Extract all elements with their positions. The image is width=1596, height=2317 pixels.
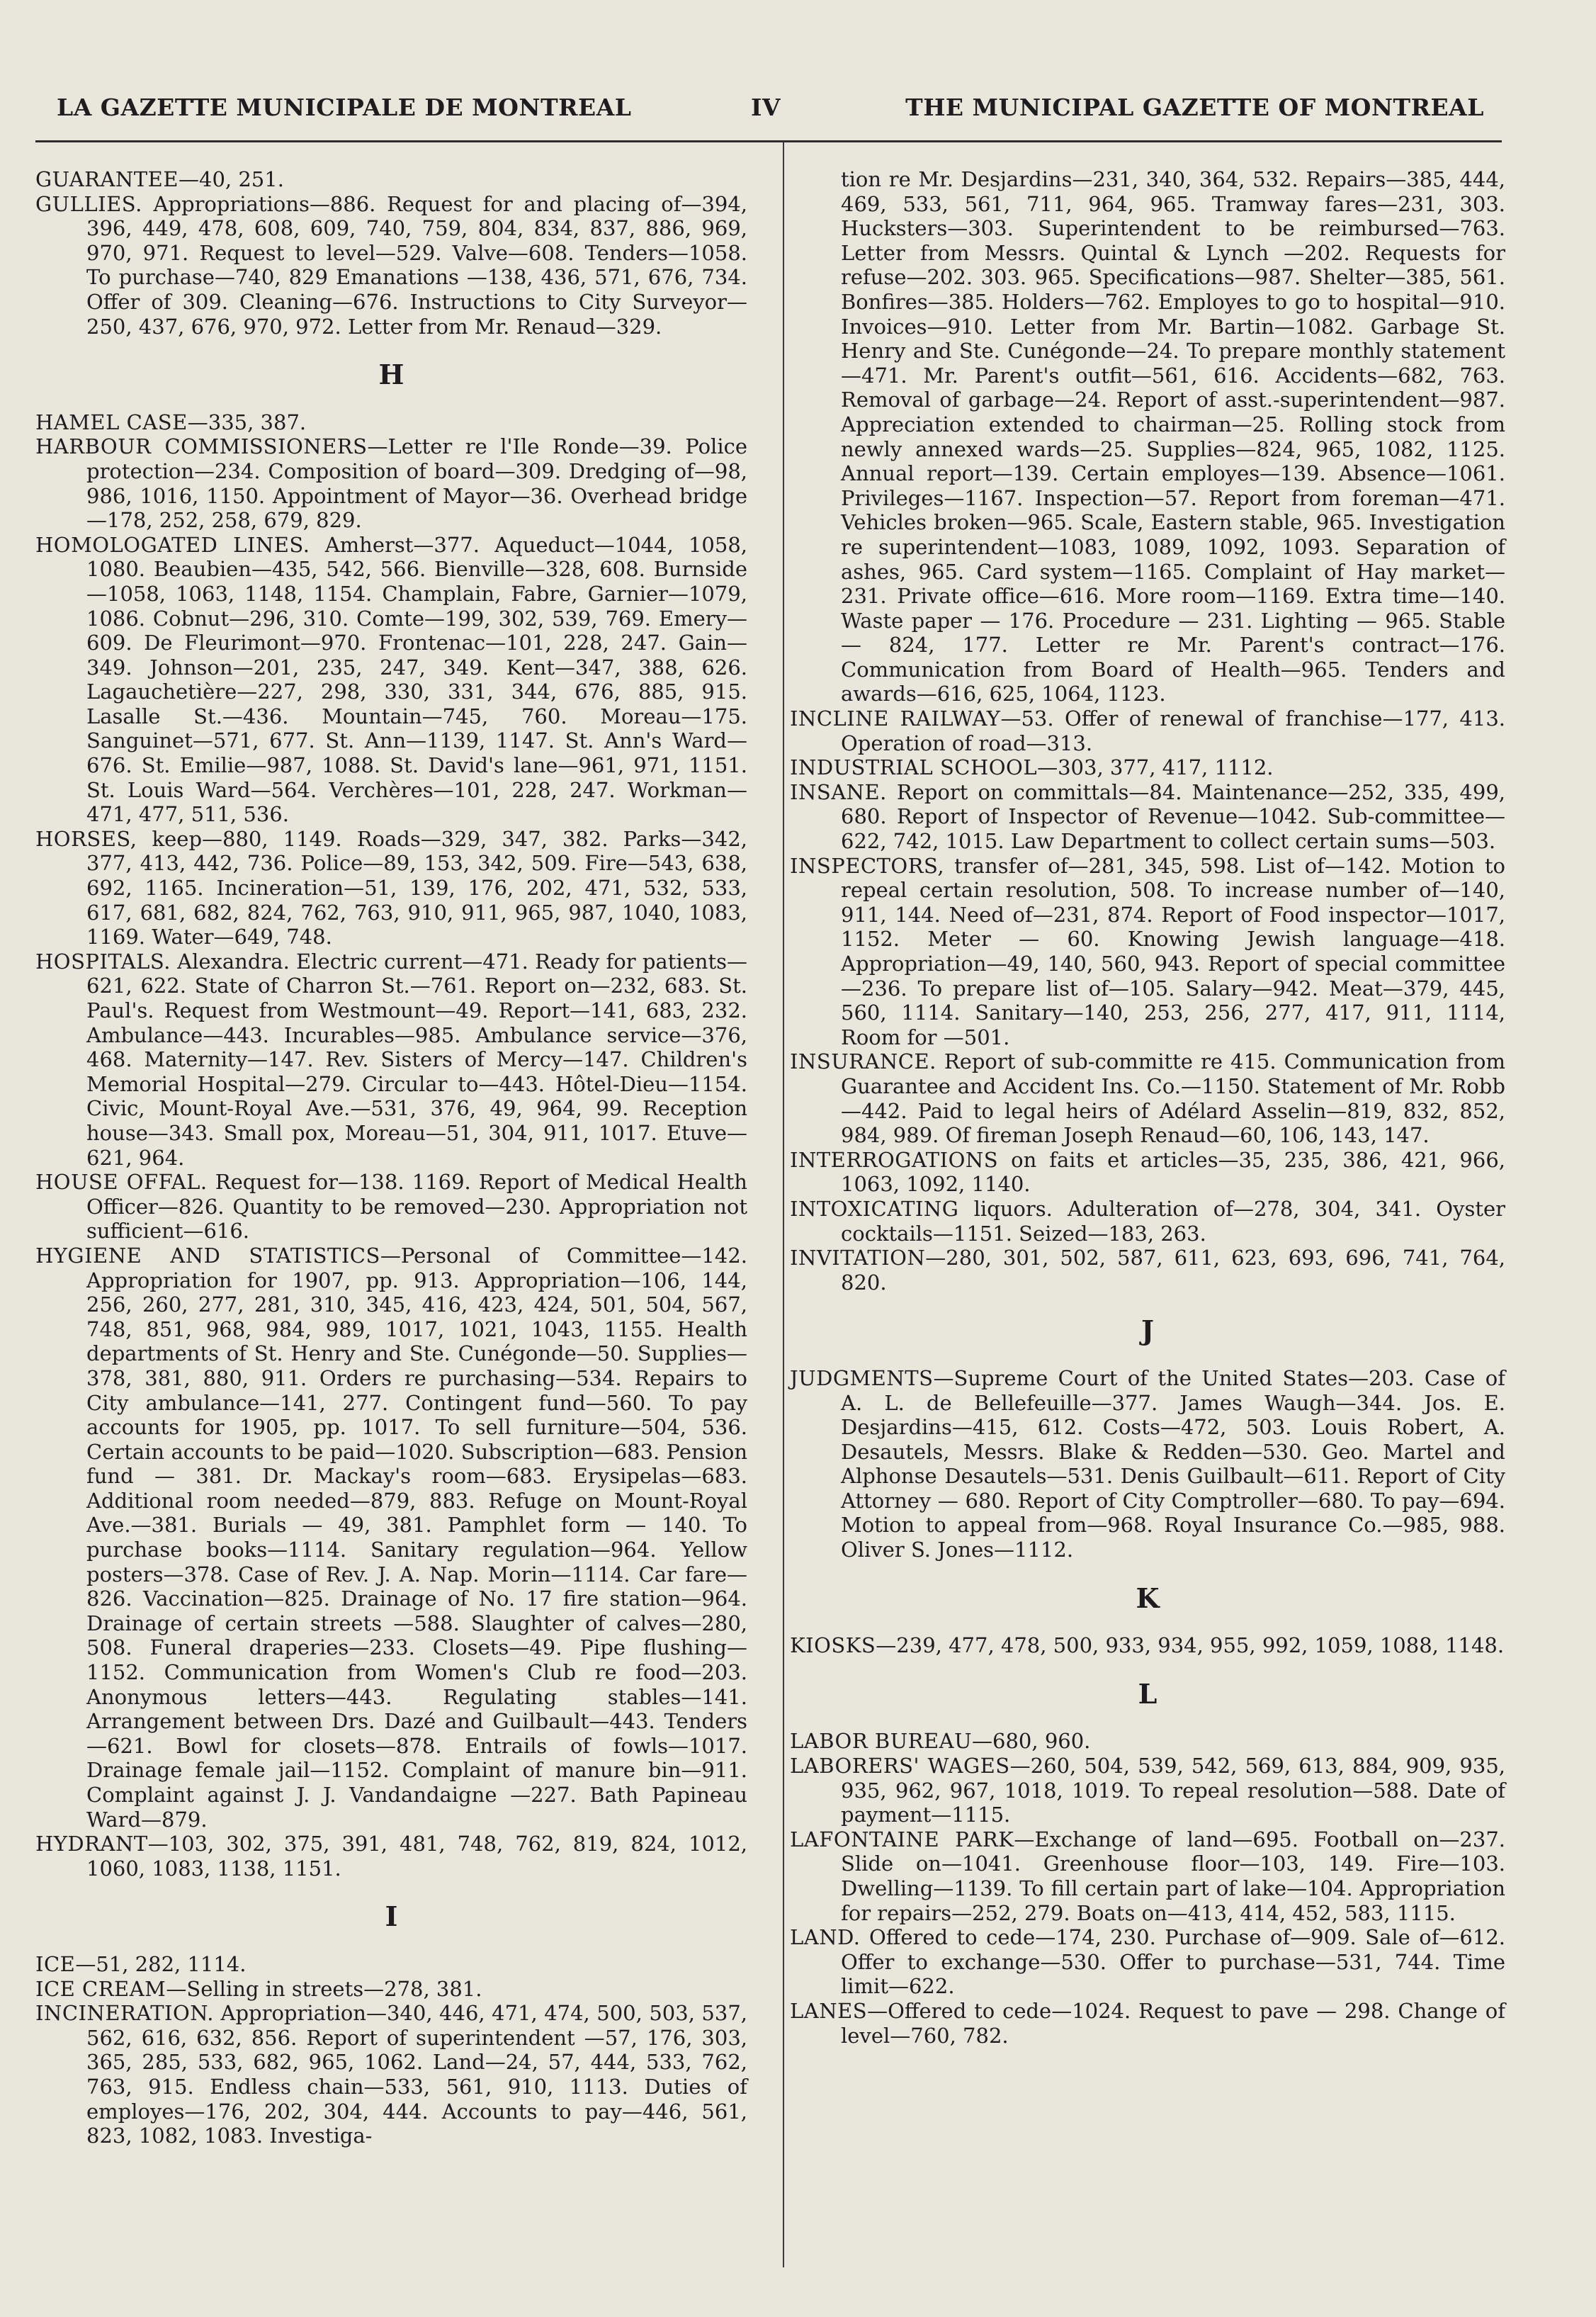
right-column bbox=[790, 167, 1505, 2048]
entry-text: —51, 282, 1114. bbox=[75, 1951, 247, 1976]
entry-heading: HYGIENE AND STATISTICS bbox=[35, 1243, 380, 1268]
index-entry bbox=[790, 1999, 1505, 2048]
index-entry bbox=[35, 167, 747, 192]
index-entry bbox=[35, 827, 747, 949]
entry-text: —Letter re l'Ile Ronde—39. Police protection—234. Composition of board—309. Dredging of—98, 986, 1016, 1150. Appointment of Mayor—36. Overhead bridge—178, 252, 258, 679, 829. bbox=[86, 434, 747, 533]
entry-heading: HOSPITALS. bbox=[35, 949, 171, 974]
entry-heading: HORSES, bbox=[35, 826, 137, 851]
entry-text: —335, 387. bbox=[187, 410, 307, 434]
index-entry bbox=[790, 755, 1505, 780]
index-entry bbox=[35, 1244, 747, 1832]
entry-text: tion re Mr. Desjardins—231, 340, 364, 532. Repairs—385, 444, 469, 533, 561, 711, 964, 965. Tramway fares—231, 303. Hucksters—303. Superintendent to be reimbursed—763. Letter from Messrs. Quintal & Lynch —202. Requests for refuse—202. 303. 965. Specifications—987. Shelter—385, 561. Bonfires—385. Holders—762. Employes to go to hospital—910. Invoices—910. Letter from Mr. Bartin—1082. Garbage St. Henry and Ste. Cunégonde—24. To prepare monthly statement—471. Mr. Parent's outfit—561, 616. Accidents—682, 763. Removal of garbage—24. Report of asst.-superintendent—987. Appreciation extended to chairman—25. Rolling stock from newly annexed wards—25. Supplies—824, 965, 1082, 1125. Annual report—139. Certain employes—139. Absence—1061. Privileges—1167. Inspection—57. Report from foreman—471. Vehicles broken—965. Scale, Eastern stable, 965. Investigation re superintendent—1083, 1089, 1092, 1093. Separation of ashes, 965. Card system—1165. Complaint of Hay market—231. Private office—616. More room—1169. Extra time—140. Waste paper — 176. Procedure — 231. Lighting — 965. Stable — 824, 177. Letter re Mr. Parent's contract—176. Communication from Board of Health—965. Tenders and awards—616, 625, 1064, 1123. bbox=[841, 167, 1505, 706]
index-entry bbox=[790, 1049, 1505, 1147]
entry-heading: HAMEL CASE bbox=[35, 410, 188, 434]
index-entry bbox=[790, 1148, 1505, 1197]
entry-heading: ICE bbox=[35, 1951, 76, 1976]
index-entry bbox=[35, 2001, 747, 2148]
entry-text: —Offered to cede—1024. Request to pave — 298. Change of level—760, 782. bbox=[841, 1998, 1505, 2048]
index-entry bbox=[35, 434, 747, 532]
index-entry bbox=[35, 949, 747, 1170]
entry-heading: LABOR BUREAU bbox=[790, 1729, 973, 1754]
entry-heading: INSURANCE. bbox=[790, 1049, 936, 1074]
entry-heading: INTERROGATIONS bbox=[790, 1147, 999, 1172]
entry-text: Report on committals—84. Maintenance—252, 335, 499, 680. Report of Inspector of Revenue—1042. Sub-committee—622, 742, 1015. Law Department to collect certain sums—503. bbox=[841, 779, 1505, 854]
index-entry bbox=[35, 1170, 747, 1244]
index-entry bbox=[35, 192, 747, 339]
index-entry-continuation bbox=[790, 167, 1505, 706]
entry-text: Alexandra. Electric current—471. Ready for patients—621, 622. State of Charron St.—761. Report on—232, 683. St. Paul's. Request from Westmount—49. Report—141, 683, 232. Ambulance—443. Incurables—985. Ambulance service—376, 468. Maternity—147. Rev. Sisters of Mercy—147. Children's Memorial Hospital—279. Circular to—443. Hôtel-Dieu—1154. Civic, Mount-Royal Ave.—531, 376, 49, 964, 99. Reception house—343. Small pox, Moreau—51, 304, 911, 1017. Etuve—621, 964. bbox=[86, 949, 747, 1170]
entry-text: liquors. Adulteration of—278, 304, 341. Oyster cocktails—1151. Seized—183, 263. bbox=[841, 1196, 1505, 1246]
index-entry bbox=[790, 1633, 1505, 1658]
index-entry bbox=[35, 1952, 747, 1977]
index-entry bbox=[790, 780, 1505, 854]
entry-text: —303, 377, 417, 1112. bbox=[1037, 755, 1274, 780]
entry-heading: ICE CREAM bbox=[35, 1976, 166, 2001]
page-number: IV bbox=[751, 94, 781, 121]
entry-heading: LABORERS' WAGES bbox=[790, 1754, 1010, 1778]
index-entry bbox=[35, 410, 747, 435]
entry-heading: INSANE. bbox=[790, 779, 887, 804]
header-rule bbox=[35, 140, 1502, 142]
entry-heading: INCLINE RAILWAY bbox=[790, 706, 1001, 731]
entry-heading: HOMOLOGATED LINES. bbox=[35, 532, 310, 557]
section-letter: L bbox=[1138, 1677, 1158, 1710]
entry-heading: HOUSE OFFAL. bbox=[35, 1170, 208, 1195]
entry-heading: KIOSKS bbox=[790, 1633, 876, 1658]
entry-text: —Personal of Committee—142. Appropriation for 1907, pp. 913. Appropriation—106, 144, 256, 260, 277, 281, 310, 345, 416, 423, 424, 501, 504, 567, 748, 851, 968, 984, 989, 1017, 1021, 1043, 1155. Health departments of St. Henry and Ste. Cunégonde—50. Supplies—378, 381, 880, 911. Orders re purchasing—534. Repairs to City ambulance—141, 277. Contingent fund—560. To pay accounts for 1905, pp. 1017. To sell furniture—504, 536. Certain accounts to be paid—1020. Subscription—683. Pension fund — 381. Dr. Mackay's room—683. Erysipelas—683. Additional room needed—879, 883. Refuge on Mount-Royal Ave.—381. Burials — 49, 381. Pamphlet form — 140. To purchase books—1114. Sanitary regulation—964. Yellow posters—378. Case of Rev. J. A. Nap. Morin—1114. Car fare—826. Vaccination—825. Drainage of No. 17 fire station—964. Drainage of certain streets —588. Slaughter of calves—280, 508. Funeral draperies—233. Closets—49. Pipe flushing—1152. Communication from Women's Club re food—203. Anonymous letters—443. Regulating stables—141. Arrangement between Drs. Dazé and Guilbault—443. Tenders—621. Bowl for closets—878. Entrails of fowls—1017. Drainage female jail—1152. Complaint of manure bin—911. Complaint against J. J. Vandandaigne —227. Bath Papineau Ward—879. bbox=[86, 1243, 748, 1832]
entry-text: —280, 301, 502, 587, 611, 623, 693, 696, 741, 764, 820. bbox=[841, 1246, 1505, 1295]
left-column bbox=[35, 167, 747, 2148]
entry-heading: INDUSTRIAL SCHOOL bbox=[790, 755, 1038, 780]
entry-text: —Selling in streets—278, 381. bbox=[166, 1976, 482, 2001]
entry-text: —40, 251. bbox=[179, 167, 284, 191]
entry-heading: INSPECTORS, bbox=[790, 853, 945, 878]
entry-heading: GULLIES. bbox=[35, 191, 142, 216]
column-divider bbox=[783, 142, 784, 2267]
entry-heading: HARBOUR COMMISSIONERS bbox=[35, 434, 368, 459]
entry-heading: INCINERATION. bbox=[35, 2001, 215, 2026]
index-entry bbox=[35, 533, 747, 827]
index-entry bbox=[790, 1925, 1505, 1999]
index-entry bbox=[35, 1832, 747, 1881]
entry-text: —Exchange of land—695. Football on—237. Slide on—1041. Greenhouse floor—103, 149. Fire—103. Dwelling—1139. To fill certain part of lake—104. Appropriation for repairs—252, 279. Boats on—413, 414, 452, 583, 1115. bbox=[841, 1827, 1505, 1925]
section-letter: K bbox=[1136, 1582, 1160, 1614]
index-entry bbox=[790, 1366, 1505, 1562]
index-entry bbox=[790, 1754, 1505, 1827]
entry-heading: JUDGMENTS bbox=[790, 1365, 934, 1390]
entry-heading: INTOXICATING bbox=[790, 1196, 959, 1221]
section-letter: I bbox=[385, 1900, 398, 1933]
index-entry bbox=[790, 1197, 1505, 1246]
index-entry bbox=[35, 1977, 747, 2002]
page-header bbox=[57, 94, 1498, 129]
entry-heading: INVITATION bbox=[790, 1246, 926, 1270]
index-entry bbox=[790, 1827, 1505, 1925]
header-english-title: THE MUNICIPAL GAZETTE OF MONTREAL bbox=[905, 94, 1484, 121]
entry-text: Offered to cede—174, 230. Purchase of—909. Sale of—612. Offer to exchange—530. Offer to purchase—531, 744. Time limit—622. bbox=[841, 1925, 1505, 1999]
entry-text: Appropriations—886. Request for and placing of—394, 396, 449, 478, 608, 609, 740, 759, 804, 834, 837, 886, 969, 970, 971. Request to level—529. Valve—608. Tenders—1058. To purchase—740, 829 Emanations —138, 436, 571, 676, 734. Offer of 309. Cleaning—676. Instructions to City Surveyor—250, 437, 676, 970, 972. Letter from Mr. Renaud—329. bbox=[86, 191, 747, 339]
section-letter: H bbox=[378, 359, 404, 391]
entry-text: transfer of—281, 345, 598. List of—142. Motion to repeal certain resolution, 508. To increase number of—140, 911, 144. Need of—231, 874. Report of Food inspector—1017, 1152. Meter — 60. Knowing Jewish language—418. Appropriation—49, 140, 560, 943. Report of special committee—236. To prepare list of—105. Salary—942. Meat—379, 445, 560, 1114. Sanitary—140, 253, 256, 277, 417, 911, 1114, Room for —501. bbox=[841, 853, 1505, 1049]
entry-heading: GUARANTEE bbox=[35, 167, 179, 191]
header-french-title: LA GAZETTE MUNICIPALE DE MONTREAL bbox=[57, 94, 632, 121]
entry-text: Appropriation—340, 446, 471, 474, 500, 503, 537, 562, 616, 632, 856. Report of superintendent —57, 176, 303, 365, 285, 533, 682, 965, 1062. Land—24, 57, 444, 533, 762, 763, 915. Endless chain—533, 561, 910, 1113. Duties of employes—176, 202, 304, 444. Accounts to pay—446, 561, 823, 1082, 1083. Investiga- bbox=[86, 2001, 747, 2148]
entry-heading: LANES bbox=[790, 1998, 868, 2023]
entry-heading: LAFONTAINE PARK bbox=[790, 1827, 1014, 1851]
index-entry bbox=[790, 1246, 1505, 1295]
section-letter: J bbox=[1141, 1314, 1154, 1347]
entry-heading: HYDRANT bbox=[35, 1832, 148, 1856]
entry-text: —239, 477, 478, 500, 933, 934, 955, 992, 1059, 1088, 1148. bbox=[876, 1633, 1505, 1658]
entry-text: Request for—138. 1169. Report of Medical Health Officer—826. Quantity to be removed—230. Appropriation not sufficient—616. bbox=[86, 1170, 747, 1244]
entry-text: —Supreme Court of the United States—203. Case of A. L. de Bellefeuille—377. James Waugh—344. Jos. E. Desjardins—415, 612. Costs—472, 503. Louis Robert, A. Desautels, Messrs. Blake & Redden—530. Geo. Martel and Alphonse Desautels—531. Denis Guilbault—611. Report of City Attorney — 680. Report of City Comptroller—680. To pay—694. Motion to appeal from—968. Royal Insurance Co.—985, 988. Oliver S. Jones—1112. bbox=[841, 1365, 1505, 1562]
index-entry bbox=[790, 1729, 1505, 1754]
entry-text: Report of sub-committe re 415. Communication from Guarantee and Accident Ins. Co.—1150. Statement of Mr. Robb—442. Paid to legal heirs of Adélard Asselin—819, 832, 852, 984, 989. Of fireman Joseph Renaud—60, 106, 143, 147. bbox=[841, 1049, 1505, 1148]
entry-text: —260, 504, 539, 542, 569, 613, 884, 909, 935, 935, 962, 967, 1018, 1019. To repeal resolution—588. Date of payment—1115. bbox=[841, 1754, 1505, 1827]
entry-text: —103, 302, 375, 391, 481, 748, 762, 819, 824, 1012, 1060, 1083, 1138, 1151. bbox=[86, 1832, 747, 1881]
entry-text: Amherst—377. Aqueduct—1044, 1058, 1080. Beaubien—435, 542, 566. Bienville—328, 608. Burnside—1058, 1063, 1148, 1154. Champlain, Fabre, Garnier—1079, 1086. Cobnut—296, 310. Comte—199, 302, 539, 769. Emery—609. De Fleurimont—970. Frontenac—101, 228, 247. Gain—349. Johnson—201, 235, 247, 349. Kent—347, 388, 626. Lagauchetière—227, 298, 330, 331, 344, 676, 885, 915. Lasalle St.—436. Mountain—745, 760. Moreau—175. Sanguinet—571, 677. St. Ann—1139, 1147. St. Ann's Ward—676. St. Emilie—987, 1088. St. David's lane—961, 971, 1151. St. Louis Ward—564. Verchères—101, 228, 247. Workman—471, 477, 511, 536. bbox=[86, 532, 747, 827]
entry-text: on faits et articles—35, 235, 386, 421, 966, 1063, 1092, 1140. bbox=[841, 1147, 1505, 1197]
index-entry bbox=[790, 854, 1505, 1050]
entry-text: —680, 960. bbox=[972, 1729, 1091, 1754]
entry-heading: LAND. bbox=[790, 1925, 861, 1950]
entry-text: —53. Offer of renewal of franchise—177, 413. Operation of road—313. bbox=[841, 706, 1505, 755]
entry-text: keep—880, 1149. Roads—329, 347, 382. Parks—342, 377, 413, 442, 736. Police—89, 153, 342, 509. Fire—543, 638, 692, 1165. Incineration—51, 139, 176, 202, 471, 532, 533, 617, 681, 682, 824, 762, 763, 910, 911, 965, 987, 1040, 1083, 1169. Water—649, 748. bbox=[86, 826, 747, 949]
index-entry bbox=[790, 706, 1505, 755]
